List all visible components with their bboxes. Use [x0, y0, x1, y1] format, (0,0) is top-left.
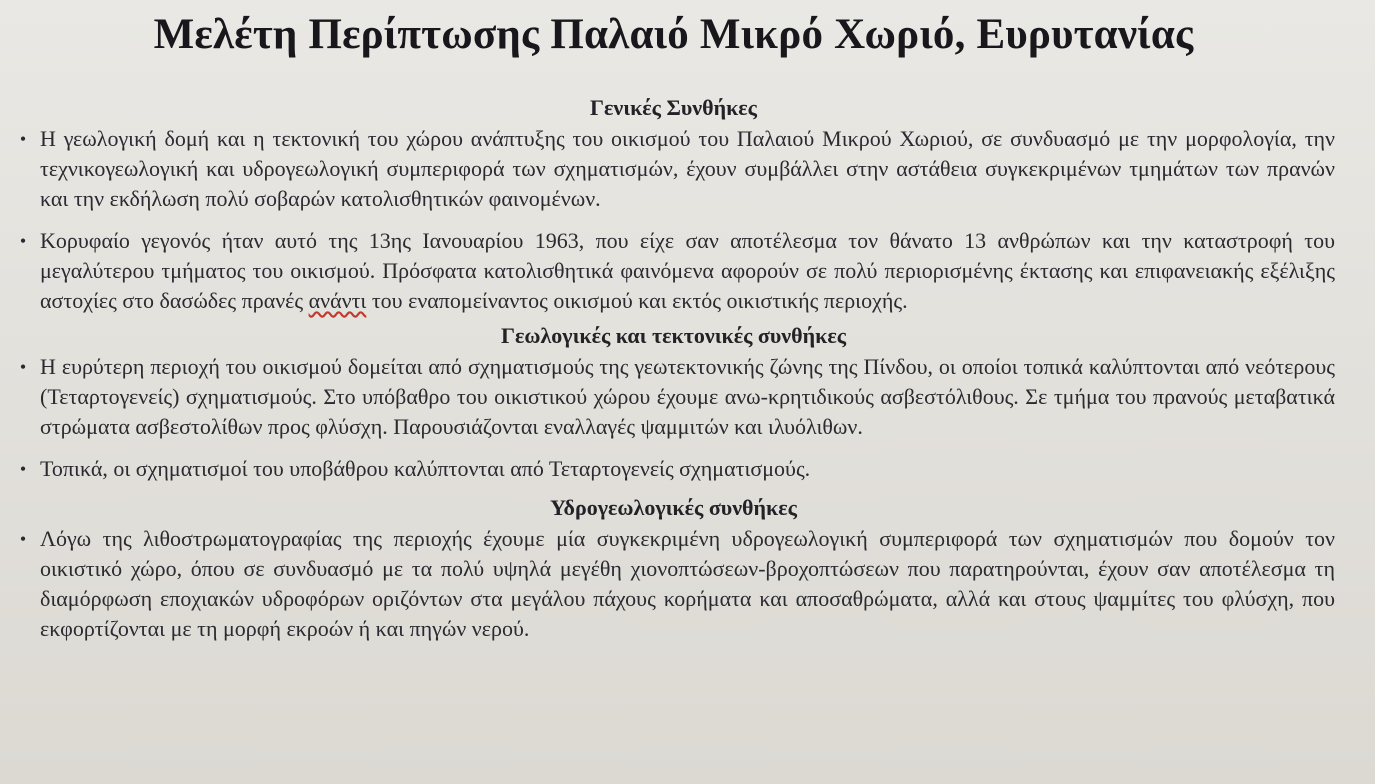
paragraph-text-start: Κορυφαίο γεγονός ήταν αυτό της 13ης Ιανουαρίου 1963, που είχε σαν αποτέλεσμα τον θάνατο 13 ανθρώπων και την καταστροφή του μεγαλύτερου τμήματος του οικισμού. Πρόσφατα κατολισθητικά φαινόμενα αφορούν σε πολύ περιορισμένης έκτασης και επιφανειακής εξέλιξης αστοχίες στο δασώδες πρανές [40, 228, 1335, 313]
list-item [12, 124, 1335, 214]
section-heading-hydrogeology: Υδρογεωλογικές συνθήκες [550, 495, 797, 520]
geology-list [12, 352, 1335, 484]
spellcheck-marked-word[interactable]: ανάντι [308, 288, 367, 313]
paragraph-text: Λόγω της λιθοστρωματογραφίας της περιοχής έχουμε μία συγκεκριμένη υδρογεωλογική συμπεριφορά των σχηματισμών που δομούν τον οικιστικό χώρο, όπου σε συνδυασμό με τα πολύ υψηλά μεγέθη χιονοπτώσεων-βροχοπτώσεων που παρατηρούνται, έχουν σαν αποτέλεσμα τη διαμόρφωση εποχιακών υδροφόρων οριζόντων στα μεγάλου πάχους κορήματα και αποσαθρώματα, αλλά και στους ψαμμίτες του φλύσχη, που εκφορτίζονται με τη μορφή εκροών ή και πηγών νερού. [40, 526, 1335, 641]
section-heading-geology: Γεωλογικές και τεκτονικές συνθήκες [501, 323, 846, 348]
bullet-icon: • [19, 529, 27, 549]
paragraph-text: Τοπικά, οι σχηματισμοί του υποβάθρου καλύπτονται από Τεταρτογενείς σχηματισμούς. [40, 456, 811, 481]
page-title: Μελέτη Περίπτωσης Παλαιό Μικρό Χωριό, Ευρυτανίας [153, 11, 1194, 58]
paragraph-text: Η ευρύτερη περιοχή του οικισμού δομείται από σχηματισμούς της γεωτεκτονικής ζώνης της Πίνδου, οι οποίοι τοπικά καλύπτονται από νεότερους (Τεταρτογενείς) σχηματισμούς. Στο υπόβαθρο του οικιστικού χώρου έχουμε ανω-κρητιδικούς ασβεστόλιθους. Σε τμήμα του πρανούς μεταβατικά στρώματα ασβεστολίθων προς φλύσχη. Παρουσιάζονται εναλλαγές ψαμμιτών και ιλυόλιθων. [40, 354, 1335, 439]
bullet-icon: • [19, 129, 27, 149]
bullet-icon: • [19, 231, 27, 251]
list-item [12, 454, 1335, 484]
list-item [12, 226, 1335, 316]
general-conditions-list [12, 124, 1335, 316]
hydrogeology-list [12, 524, 1335, 644]
bullet-icon: • [19, 357, 27, 377]
section-heading-general: Γενικές Συνθήκες [590, 95, 757, 120]
bullet-icon: • [19, 459, 27, 479]
paragraph-text-end: του εναπομείναντος οικισμού και εκτός οικιστικής περιοχής. [366, 288, 908, 313]
paragraph-text: Η γεωλογική δομή και η τεκτονική του χώρου ανάπτυξης του οικισμού του Παλαιού Μικρού Χωριού, σε συνδυασμό με την μορφολογία, την τεχνικογεωλογική και υδρογεωλογική συμπεριφορά των σχηματισμών, έχουν συμβάλλει στην αστάθεια συγκεκριμένων τμημάτων των πρανών και την εκδήλωση πολύ σοβαρών κατολισθητικών φαινομένων. [40, 126, 1335, 211]
list-item [12, 524, 1335, 644]
list-item [12, 352, 1335, 442]
